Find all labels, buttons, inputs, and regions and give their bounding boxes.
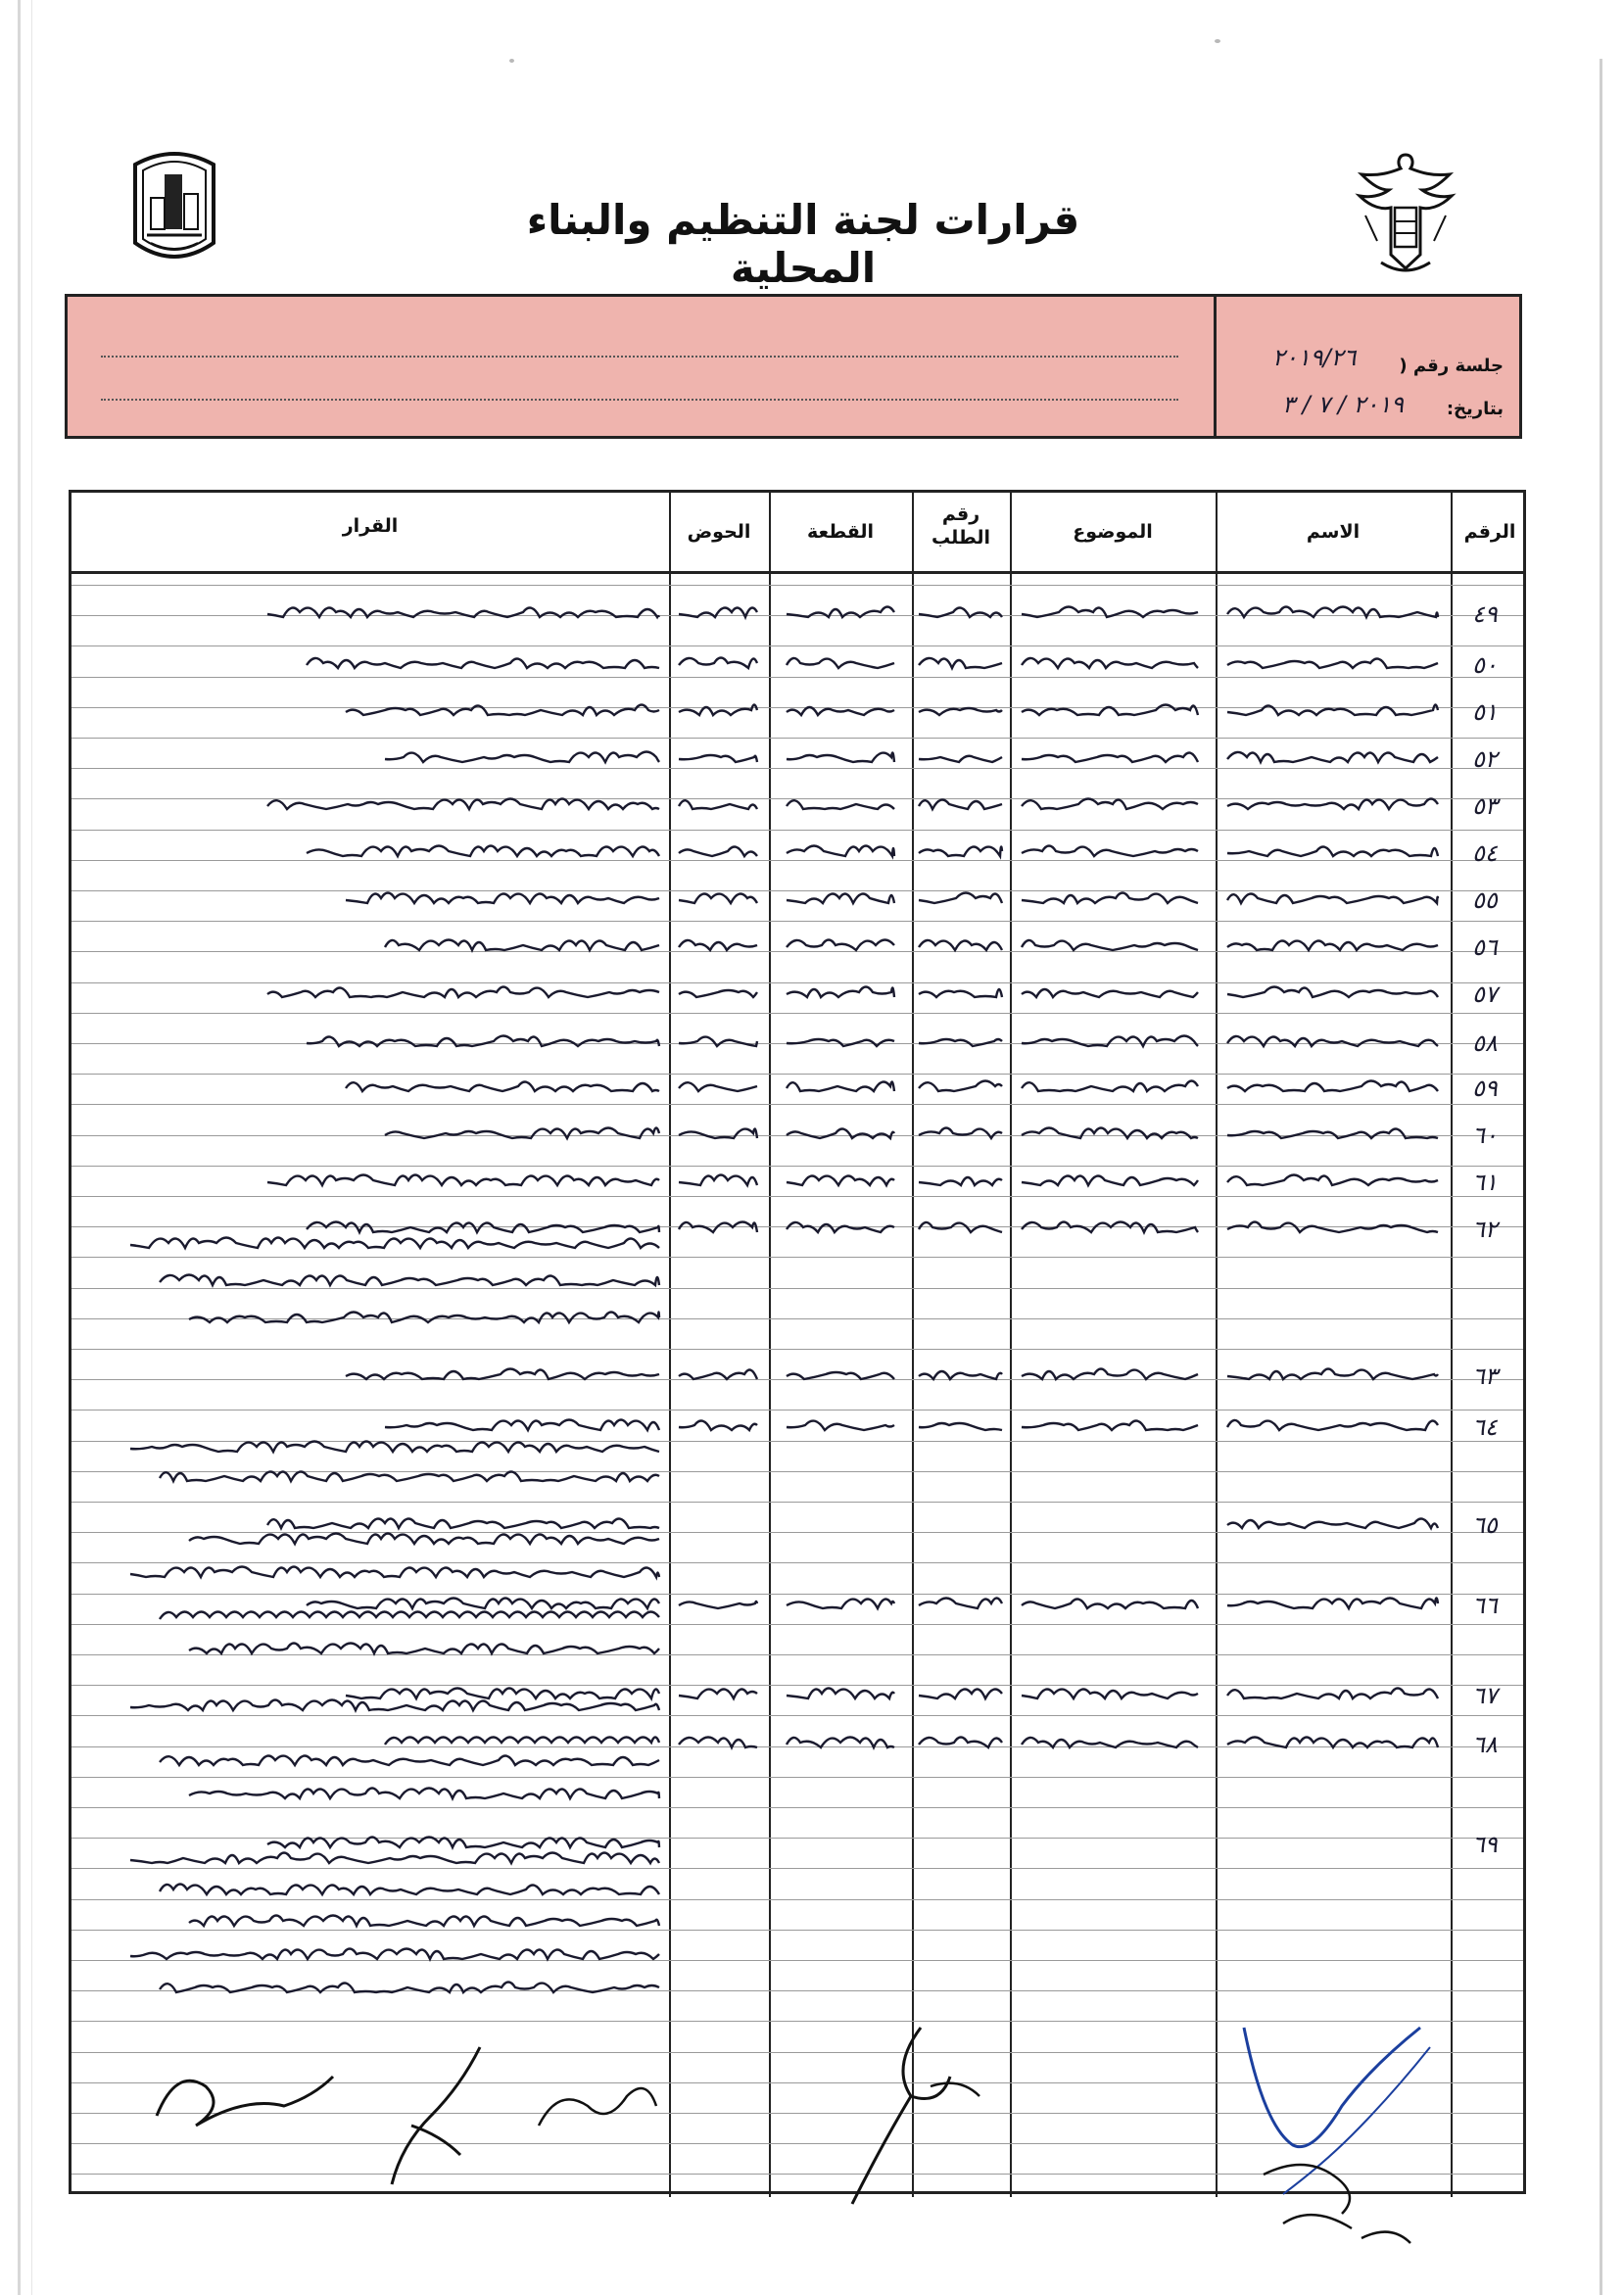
handwriting-stroke — [919, 989, 1002, 997]
handwriting-stroke — [679, 1129, 757, 1138]
handwriting-stroke — [1227, 1369, 1438, 1380]
column-header-request-line1: رقم — [941, 503, 980, 525]
handwriting-stroke — [919, 1039, 1002, 1046]
scan-edge — [31, 0, 32, 2295]
handwriting-stroke — [1022, 1176, 1198, 1185]
handwriting-stroke — [130, 1853, 659, 1864]
handwriting-stroke — [1227, 987, 1438, 998]
handwriting-stroke — [346, 1689, 659, 1699]
decisions-table — [69, 490, 1526, 2194]
handwriting-stroke — [1022, 658, 1198, 668]
scan-speck — [509, 59, 514, 63]
handwriting-stroke — [787, 607, 894, 618]
handwriting-stroke — [919, 608, 1002, 617]
row-number: ٥٥ — [1472, 886, 1498, 914]
handwriting-stroke — [1022, 846, 1198, 857]
signature — [1224, 2008, 1469, 2263]
handwriting-stroke — [160, 1275, 659, 1286]
column-header-parcel: القطعة — [806, 521, 875, 543]
handwriting-stroke — [919, 708, 1002, 715]
handwriting-stroke — [189, 1534, 659, 1545]
signature — [529, 2067, 666, 2145]
handwriting-stroke — [1022, 1369, 1198, 1380]
handwriting-stroke — [189, 1916, 659, 1927]
handwriting-stroke — [1227, 1738, 1438, 1748]
handwriting-stroke — [267, 608, 659, 617]
column-header-subject: الموضوع — [1073, 521, 1153, 543]
handwriting-stroke — [679, 1175, 757, 1186]
handwriting-stroke — [1227, 1175, 1438, 1186]
handwriting-stroke — [385, 1738, 659, 1745]
handwriting-stroke — [1022, 753, 1198, 762]
column-header-name: الاسم — [1306, 521, 1361, 543]
handwriting-stroke — [1022, 940, 1198, 950]
handwriting-stroke — [919, 756, 1002, 762]
handwriting-stroke — [919, 800, 1002, 809]
signature — [147, 2037, 343, 2155]
handwriting-stroke — [1022, 607, 1198, 618]
handwriting-stroke — [787, 1082, 894, 1091]
handwriting-stroke — [787, 846, 894, 857]
signature — [372, 2028, 509, 2204]
scan-edge — [18, 0, 21, 2295]
handwriting-stroke — [1022, 799, 1198, 810]
handwriting-stroke — [346, 1369, 659, 1380]
handwriting-stroke — [385, 752, 659, 763]
handwriting-stroke — [787, 800, 894, 809]
handwriting-stroke — [679, 1370, 757, 1379]
handwriting-stroke — [919, 1599, 1002, 1609]
handwriting-stroke — [1227, 941, 1438, 950]
handwriting-stroke — [267, 1519, 659, 1528]
handwriting-stroke — [919, 940, 1002, 950]
handwriting-stroke — [787, 1600, 894, 1608]
handwriting-stroke — [160, 1612, 659, 1620]
handwriting-stroke — [130, 1442, 659, 1453]
date-label: بتاريخ: — [1446, 399, 1504, 419]
handwriting-stroke — [679, 658, 757, 669]
row-number: ٦٥ — [1472, 1511, 1498, 1539]
scan-speck — [1215, 39, 1220, 43]
column-header-number: الرقم — [1463, 521, 1516, 543]
handwriting-stroke — [130, 1238, 659, 1249]
row-number: ٥٠ — [1472, 651, 1498, 679]
handwriting-stroke — [787, 1421, 894, 1430]
handwriting-stroke — [679, 1602, 757, 1608]
row-number: ٥٩ — [1472, 1075, 1498, 1102]
row-number: ٥٧ — [1472, 980, 1498, 1008]
divider — [1214, 297, 1217, 436]
handwriting-stroke — [787, 1176, 894, 1185]
handwriting-stroke — [189, 1644, 659, 1654]
handwriting-stroke — [1227, 1129, 1438, 1138]
handwriting-stroke — [1227, 705, 1438, 716]
session-number: ٢٠١٩/٢٦ — [1272, 344, 1357, 371]
handwriting-stroke — [919, 1081, 1002, 1092]
handwriting-stroke — [787, 1372, 894, 1379]
row-number: ٦٠ — [1472, 1122, 1498, 1149]
handwriting-stroke — [679, 990, 757, 997]
signature — [813, 2008, 1009, 2223]
handwriting-stroke — [787, 1039, 894, 1046]
row-number: ٦٣ — [1472, 1363, 1498, 1390]
handwriting-stroke — [787, 940, 894, 951]
handwriting-stroke — [787, 1738, 894, 1748]
handwriting-stroke — [1227, 847, 1438, 856]
handwriting-stroke — [1022, 1081, 1198, 1092]
column-header-request-line2: الطلب — [931, 527, 991, 549]
handwriting-stroke — [679, 1082, 757, 1091]
handwriting-stroke — [679, 705, 757, 716]
handwriting-stroke — [1022, 1421, 1198, 1430]
handwriting-stroke — [1227, 752, 1438, 762]
handwriting-stroke — [1227, 607, 1438, 618]
handwriting-stroke — [1022, 1690, 1198, 1698]
handwriting-stroke — [1022, 705, 1198, 716]
handwriting-stroke — [679, 800, 757, 809]
handwriting-stroke — [1022, 1128, 1198, 1139]
handwriting-stroke — [130, 1949, 659, 1960]
handwriting-stroke — [1227, 1081, 1438, 1092]
handwriting-stroke — [787, 753, 894, 762]
handwriting-stroke — [1227, 894, 1438, 903]
handwriting-stroke — [1227, 1420, 1438, 1430]
handwriting-stroke — [919, 1128, 1002, 1139]
handwriting-stroke — [679, 847, 757, 856]
handwriting-stroke — [787, 1222, 894, 1232]
handwriting-stroke — [919, 658, 1002, 668]
handwriting-stroke — [787, 707, 894, 715]
handwriting-stroke — [160, 1983, 659, 1993]
handwriting-stroke — [1227, 1519, 1438, 1528]
handwriting-stroke — [919, 1738, 1002, 1748]
handwriting-stroke — [679, 608, 757, 617]
row-number: ٦١ — [1472, 1169, 1498, 1196]
handwriting-stroke — [189, 1789, 659, 1799]
handwriting-stroke — [307, 846, 659, 857]
handwriting-stroke — [919, 847, 1002, 856]
handwriting-stroke — [385, 1420, 659, 1431]
handwriting-stroke — [679, 1421, 757, 1430]
row-number: ٦٢ — [1472, 1216, 1498, 1243]
eagle-emblem-icon — [1352, 147, 1459, 294]
handwriting-stroke — [787, 658, 894, 668]
handwriting-stroke — [787, 1689, 894, 1699]
row-number: ٥١ — [1472, 698, 1498, 726]
session-date: ٢٠١٩ / ٧ / ٣ — [1282, 391, 1405, 418]
handwriting-stroke — [679, 1222, 757, 1233]
column-header-decision: القرار — [342, 515, 399, 537]
handwriting-stroke — [1227, 659, 1438, 668]
handwriting-stroke — [919, 893, 1002, 904]
handwriting-stroke — [130, 1700, 659, 1711]
row-number: ٦٩ — [1472, 1831, 1498, 1858]
handwriting-stroke — [679, 755, 757, 762]
handwriting-stroke — [1227, 1222, 1438, 1233]
row-number: ٦٨ — [1472, 1731, 1498, 1758]
row-number: ٦٤ — [1472, 1413, 1498, 1441]
row-number: ٥٨ — [1472, 1029, 1498, 1057]
municipality-seal-icon — [125, 145, 223, 270]
handwriting-stroke — [1227, 1689, 1438, 1699]
handwriting-stroke — [679, 1738, 757, 1748]
handwriting-stroke — [1022, 1738, 1198, 1747]
handwriting-stroke — [919, 1371, 1002, 1379]
handwriting-stroke — [160, 1472, 659, 1481]
row-number: ٥٢ — [1472, 745, 1498, 773]
session-header-box — [65, 294, 1522, 439]
handwriting-stroke — [267, 799, 659, 810]
handwriting-stroke — [307, 1599, 659, 1609]
handwriting-stroke — [787, 987, 894, 998]
handwriting-stroke — [1022, 893, 1198, 904]
handwriting-stroke — [919, 1423, 1002, 1430]
handwriting-stroke — [385, 940, 659, 951]
handwriting-stroke — [1022, 1222, 1198, 1233]
handwriting-stroke — [679, 1690, 757, 1698]
handwriting-stroke — [1022, 1036, 1198, 1047]
row-number: ٤٩ — [1472, 600, 1498, 628]
dotted-line — [101, 356, 1178, 358]
handwriting-stroke — [1227, 1599, 1438, 1609]
handwriting-stroke — [267, 1838, 659, 1848]
handwriting-stroke — [679, 894, 757, 903]
handwriting-stroke — [385, 1128, 659, 1139]
handwriting-stroke — [267, 1175, 659, 1186]
handwriting-stroke — [160, 1885, 659, 1895]
handwriting-stroke — [679, 940, 757, 950]
row-number: ٥٦ — [1472, 933, 1498, 961]
dotted-line — [101, 399, 1178, 401]
row-number: ٥٤ — [1472, 839, 1498, 867]
row-number: ٥٣ — [1472, 792, 1498, 820]
handwriting-stroke — [346, 705, 659, 716]
column-header-basin: الحوض — [687, 521, 751, 543]
handwriting-stroke — [919, 1177, 1002, 1185]
handwriting-stroke — [130, 1567, 659, 1578]
handwriting-stroke — [1022, 1600, 1198, 1608]
handwriting-stroke — [189, 1313, 659, 1323]
handwriting-stroke — [307, 1036, 659, 1047]
handwriting-stroke — [679, 1037, 757, 1046]
handwriting-stroke — [787, 1129, 894, 1138]
handwriting-stroke — [1227, 1036, 1438, 1046]
row-number: ٦٧ — [1472, 1682, 1498, 1709]
row-number: ٦٦ — [1472, 1592, 1498, 1619]
handwriting-stroke — [307, 1222, 659, 1233]
handwriting-stroke — [346, 893, 659, 904]
handwriting-stroke — [1022, 989, 1198, 997]
handwriting-stroke — [307, 658, 659, 668]
handwriting-stroke — [346, 1082, 659, 1091]
scan-edge — [1600, 59, 1602, 2295]
handwriting-stroke — [1227, 799, 1438, 810]
handwriting-stroke — [919, 1222, 1002, 1232]
session-label: جلسة رقم ( — [1399, 356, 1504, 376]
handwriting-stroke — [919, 1690, 1002, 1698]
page-title: قرارات لجنة التنظيم والبناء المحلية — [526, 196, 1080, 292]
handwriting-stroke — [787, 894, 894, 903]
handwritten-entries — [72, 493, 1523, 2191]
handwriting-stroke — [267, 987, 659, 998]
handwriting-stroke — [160, 1756, 659, 1765]
